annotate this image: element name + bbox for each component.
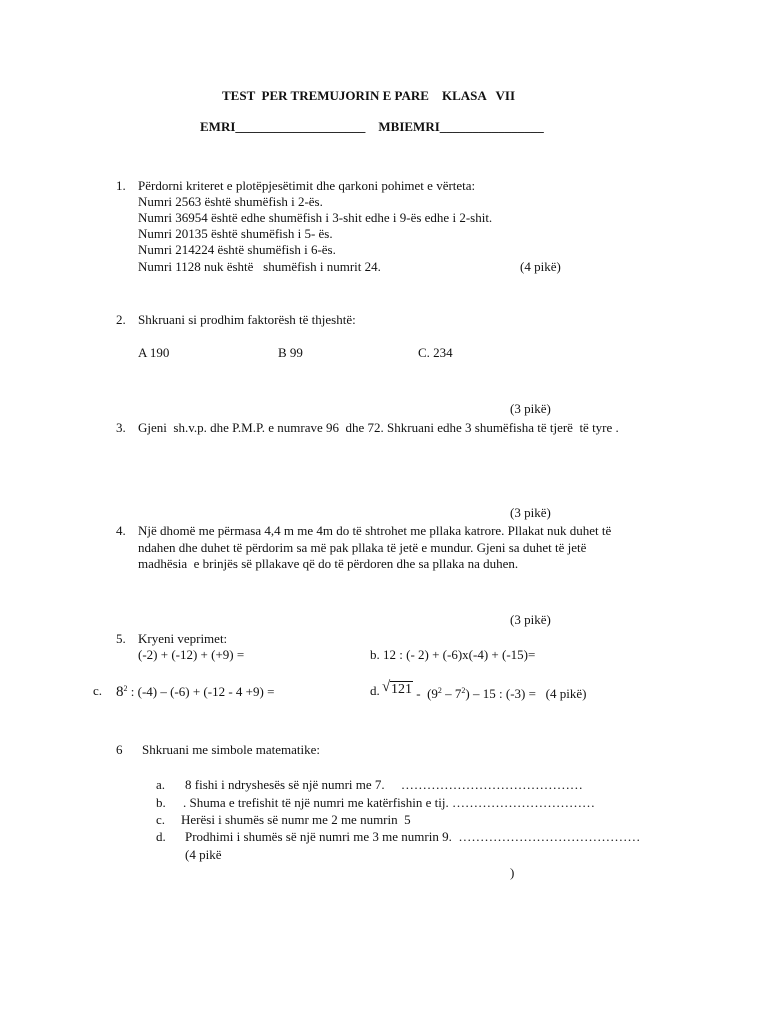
q2-item-a: A 190 — [138, 345, 170, 360]
q3-points: (3 pikë) — [510, 505, 551, 520]
q6-points-close: ) — [510, 865, 515, 880]
q4-text-line: Një dhomë me përmasa 4,4 m me 4m do të shtrohet me pllaka katrore. Pllakat nuk duhet të — [138, 523, 612, 538]
q3-number: 3. — [116, 420, 126, 435]
q1-number: 1. — [116, 178, 126, 193]
q5-d-exp2: 2 — [461, 686, 466, 695]
q6-item-label: b. — [156, 795, 166, 810]
q6-item-text: Prodhimi i shumës së një numri me 3 me numrin 9. …………………………………… — [185, 829, 641, 844]
q2-text: Shkruani si prodhim faktorësh të thjeshtë: — [138, 312, 356, 327]
q2-points: (3 pikë) — [510, 401, 551, 416]
q5-text: Kryeni veprimet: — [138, 631, 228, 646]
q1-points: (4 pikë) — [520, 259, 561, 274]
q1-statement: Numri 36954 është edhe shumëfish i 3-shit edhe i 9-ës edhe i 2-shit. — [138, 210, 493, 225]
q4-text-line: madhësia e brinjës së pllakave që do të përdoren dhe sa pllaka na duhen. — [138, 556, 519, 571]
q6-item-label: a. — [156, 777, 166, 792]
q5-label-d: d. — [370, 683, 380, 698]
q1-intro: Përdorni kriteret e plotëpjesëtimit dhe qarkoni pohimet e vërteta: — [138, 178, 476, 193]
q6-item-text: Herësi i shumës së numr me 2 me numrin 5 — [181, 812, 411, 827]
q2-number: 2. — [116, 312, 126, 327]
q6-item-label: d. — [156, 829, 166, 844]
q6-item-text: 8 fishi i ndryshesës së një numri me 7. …………………………………… — [185, 777, 583, 792]
test-title: TEST PER TREMUJORIN E PARE KLASA VII — [222, 88, 516, 103]
q6-text: Shkruani me simbole matematike: — [142, 742, 320, 757]
q2-item-b: B 99 — [278, 345, 303, 360]
q1-statement: Numri 1128 nuk është shumëfish i numrit 24. — [138, 259, 381, 274]
q5-c-rest: : (-4) – (-6) + (-12 - 4 +9) = — [127, 684, 275, 699]
q6-number: 6 — [116, 742, 123, 757]
q5-expression-a: (-2) + (-12) + (+9) = — [138, 647, 245, 662]
q4-number: 4. — [116, 523, 126, 538]
q5-label-c: c. — [93, 683, 103, 698]
q5-c-base: 8 — [116, 684, 124, 700]
name-surname-line: EMRI____________________ MBIEMRI________________ — [200, 119, 544, 134]
q5-d-exp1: 2 — [437, 686, 442, 695]
q5-c-exponent: 2 — [123, 684, 128, 693]
q6-points: (4 pikë — [185, 847, 222, 862]
q6-item-label: c. — [156, 812, 166, 827]
q1-statement: Numri 214224 është shumëfish i 6-ës. — [138, 242, 336, 257]
q4-text-line: ndahen dhe duhet të përdorim sa më pak pllaka të jetë e mundur. Gjeni sa duhet të jetë — [138, 540, 587, 555]
q5-d-part3: ) – 15 : (-3) = (4 pikë) — [465, 686, 587, 701]
q2-item-c: C. 234 — [418, 345, 453, 360]
q1-statement: Numri 20135 është shumëfish i 5- ës. — [138, 226, 333, 241]
q5-d-part1: - (9 — [413, 686, 438, 701]
square-root-symbol: √ 121 — [382, 679, 412, 697]
q6-item-text: . Shuma e trefishit të një numri me katërfishin e tij. …………………………… — [183, 795, 595, 810]
q5-expression-d — [382, 678, 587, 701]
q5-d-radicand: 121 — [391, 682, 412, 697]
q5-number: 5. — [116, 631, 126, 646]
q3-text: Gjeni sh.v.p. dhe P.M.P. e numrave 96 dhe 72. Shkruani edhe 3 shumëfisha të tjerë të tyre . — [138, 420, 619, 435]
q5-d-part2: – 7 — [441, 686, 462, 701]
q4-points: (3 pikë) — [510, 612, 551, 627]
q5-expression-b: b. 12 : (- 2) + (-6)x(-4) + (-15)= — [370, 647, 536, 662]
q1-statement: Numri 2563 është shumëfish i 2-ës. — [138, 194, 323, 209]
q5-expression-c — [116, 681, 274, 700]
